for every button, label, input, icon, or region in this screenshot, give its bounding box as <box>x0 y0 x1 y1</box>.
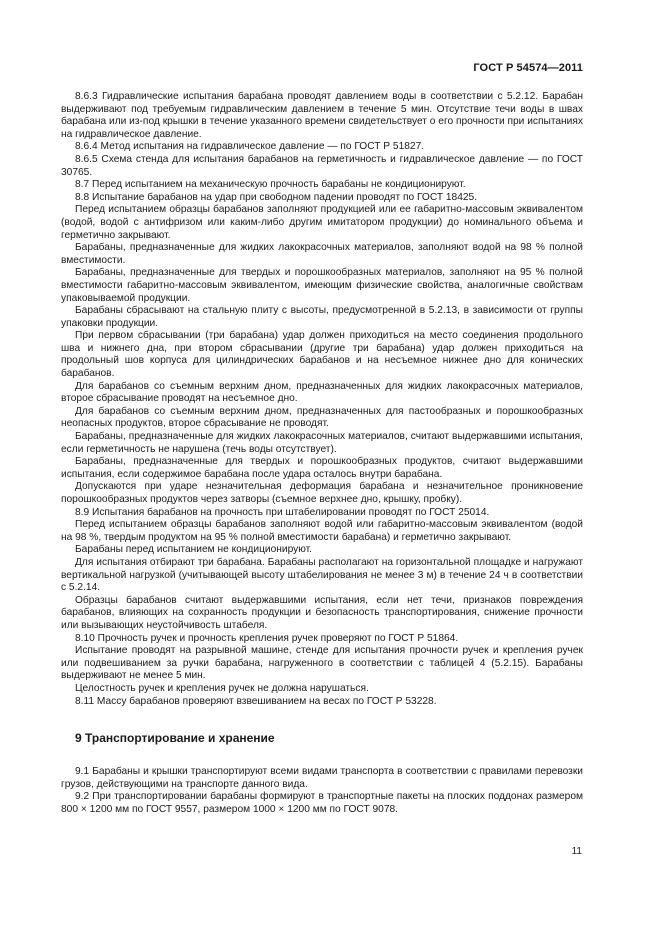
paragraph: Допускаются при ударе незначительная деформация барабана и незначительное проникновение порошкообразных продуктов через затворы (съемное верхнее дно, крышку, пробку). <box>61 481 583 505</box>
paragraph: 8.11 Массу барабанов проверяют взвешиванием на весах по ГОСТ Р 53228. <box>75 695 437 707</box>
paragraph: При первом сбрасывании (три барабана) удар должен приходиться на место соединения продольного шва и нижнего дна, при втором сбрасывании (другие три барабана) удар должен приходиться на продольный шов корпуса для цилиндрических барабанов и на несъемное нижнее дно для конических барабанов. <box>61 330 583 380</box>
paragraph: Для барабанов со съемным верхним дном, предназначенных для жидких лакокрасочных материалов, второе сбрасывание проводят на несъемное дно. <box>61 380 583 405</box>
paragraph: Барабаны, предназначенные для твердых и порошкообразных продуктов, считают выдержавшими испытания, если содержимое барабана после удара осталось внутри барабана. <box>61 456 583 480</box>
page-number: 11 <box>571 846 582 857</box>
paragraph: 8.6.4 Метод испытания на гидравлическое давление — по ГОСТ Р 51827. <box>75 141 425 153</box>
paragraph: Барабаны сбрасывают на стальную плиту с высоты, предусмотренной в 5.2.13, в зависимости от группы упаковки продукции. <box>61 305 583 329</box>
document-code: ГОСТ Р 54574—2011 <box>473 62 583 74</box>
paragraph: Для испытания отбирают три барабана. Барабаны располагают на горизонтальной площадке и нагружают вертикальной нагрузкой (учитывающей высоту штабелирования не менее 3 м) в течение 24 ч в соответствии с 5.2.14. <box>61 556 583 594</box>
document-body <box>61 91 583 816</box>
paragraph: 8.8 Испытание барабанов на удар при свободном падении проводят по ГОСТ 18425. <box>75 191 478 203</box>
paragraph: Барабаны перед испытанием не кондиционируют. <box>75 544 313 556</box>
paragraph: 8.10 Прочность ручек и прочность крепления ручек проверяют по ГОСТ Р 51864. <box>75 632 459 644</box>
paragraph: Барабаны, предназначенные для жидких лакокрасочных материалов, заполняют водой на 98 % полной вместимости. <box>61 242 583 266</box>
paragraphs-after-section <box>61 766 583 816</box>
paragraph: Перед испытанием образцы барабанов заполняют водой или габаритно-массовым эквивалентом (водой на 98 %, твердым продуктом на 95 % полной вместимости барабана) и герметично закрывают. <box>61 519 583 543</box>
paragraph: Образцы барабанов считают выдержавшими испытания, если нет течи, признаков повреждения барабанов, влияющих на сохранность продукции и безопасность транспортирования, снижение прочности или вызывающих неустойчивость штабеля. <box>61 594 583 631</box>
paragraph: Барабаны, предназначенные для твердых и порошкообразных материалов, заполняют на 95 % полной вместимости габаритно-массовым эквивалентом, имеющим физические свойства, аналогичные свойствам упаковываемой продукции. <box>61 267 583 304</box>
paragraph: Перед испытанием образцы барабанов заполняют продукцией или ее габаритно-массовым эквивалентом (водой, водой с антифризом или каким-либо другим имитатором продукции) до номинального объема и герметично закрывают. <box>61 204 583 241</box>
paragraph: Для барабанов со съемным верхним дном, предназначенных для пастообразных и порошкообразных неопасных продуктов, второе сбрасывание не проводят. <box>61 405 583 430</box>
section-heading: 9 Транспортирование и хранение <box>75 731 275 746</box>
paragraph: 9.2 При транспортировании барабаны формируют в транспортные пакеты на плоских поддонах размером 800 × 1200 мм по ГОСТ 9557, размером 1000 × 1200 мм по ГОСТ 9078. <box>61 791 583 815</box>
paragraph: 9.1 Барабаны и крышки транспортируют всеми видами транспорта в соответствии с правилами перевозки грузов, действующими на транспорте данного вида. <box>61 766 583 790</box>
paragraph: Целостность ручек и крепления ручек не должна нарушаться. <box>75 682 369 694</box>
paragraph: 8.6.3 Гидравлические испытания барабана проводят давлением воды в соответствии с 5.2.12. Барабан выдерживают под требуемым гидравлическим давлением в течение 5 мин. Отсутствие течи воды в швах барабана или из-под крышки в течение указанного времени свидетельствует о его прочности при испытаниях на гидравлическое давление. <box>61 91 583 140</box>
paragraphs-before-section <box>61 91 583 708</box>
paragraph: 8.6.5 Схема стенда для испытания барабанов на герметичность и гидравлическое давление — по ГОСТ 30765. <box>61 153 583 178</box>
paragraph: Барабаны, предназначенные для жидких лакокрасочных материалов, считают выдержавшими испытания, если герметичность не нарушена (течь воды отсутствует). <box>61 431 583 455</box>
paragraph: 8.7 Перед испытанием на механическую прочность барабаны не кондиционируют. <box>75 179 466 191</box>
paragraph: Испытание проводят на разрывной машине, стенде для испытания прочности ручек и крепления ручек или подвешиванием за ручки барабана, нагруженного в соответствии с таблицей 4 (5.2.15). Барабаны выдерживают не менее 5 мин. <box>61 645 583 682</box>
paragraph: 8.9 Испытания барабанов на прочность при штабелировании проводят по ГОСТ 25014. <box>75 506 490 518</box>
